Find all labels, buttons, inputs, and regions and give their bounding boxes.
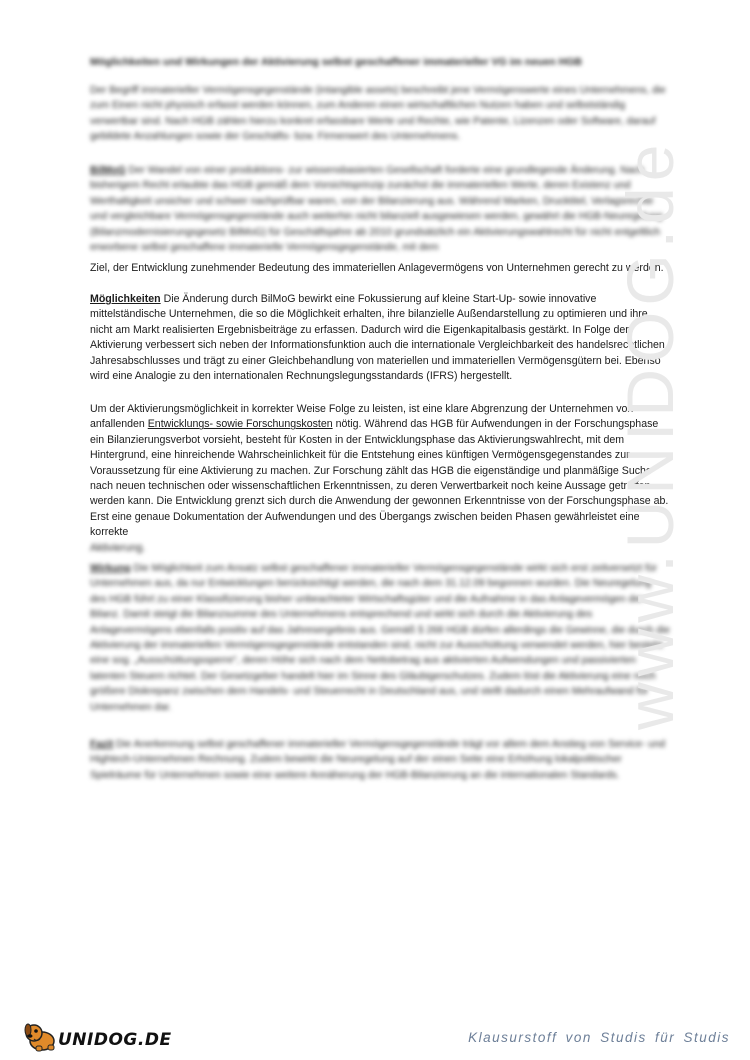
wirkung-heading: Wirkung [90,563,131,574]
moeglichkeiten-text: Die Änderung durch BilMoG bewirkt eine Fokussierung auf kleine Start-Up- sowie innovative mittelständische Unternehmen, die so die Möglichkeit erhalten, ihre bilanzielle Außendarstellung zu optimieren und ihre nicht am Markt realisierten Ergebnisbeiträge zu erfassen. Dadurch wird die Eigenkapitalbasis gestärkt. In Folge der Aktivierung verbessert sich neben der Informationsfunktion auch die internationale Vergleichbarkeit des handelsrechtlichen Jahresabschlusses und trägt zu einer Gleichbehandlung von materiellen und immateriellen Vermögensgütern bei. Ebenso wird eine Analogie zu den internationalen Rechnungslegungsstandards (IFRS) hergestellt. [90,293,665,383]
abgrenzung-text-1: Um der Aktivierungsmöglichkeit in korrekter Weise Folge zu leisten, ist eine klare Abgrenzung der Unternehmen von anfallenden [90,403,634,431]
bilmog-paragraph [90,163,670,255]
moeglichkeiten-paragraph [90,292,670,384]
abgrenzung-last-line: Aktivierung. [90,541,146,554]
wirkung-text: Die Möglichkeit zum Ansatz selbst geschaffener immaterieller Vermögensgegenstände wirkt sich erst zeitversetzt für Unternehmen aus, da nur Entwicklungen berücksichtigt werden, die nach dem 31.12.09 begonnen wurden. Die Neuregelung des HGB führt zu einer Klassifizierung bisher unbeachteter Wirtschaftsgüter und die Aufnahme in das Anlagevermögen der Bilanz. Damit steigt die Bilanzsumme des Unternehmens entsprechend und wirkt sich durch die Aktivierung des Anlagevermögens ebenfalls positiv auf das Jahresergebnis aus. Gemäß § 268 HGB dürfen allerdings die Gewinne, die durch die Aktivierung der immateriellen Vermögensgegenstände entstanden sind, nicht zur Ausschüttung verwendet werden, hier besteht eine sog. „Ausschüttungssperre“, deren Höhe sich nach dem Nettobetrag aus aktivierten Aufwendungen und passivierten latenten Steuern richtet. Der Gesetzgeber handelt hier im Sinne des Gläubigerschutzes. Zudem löst die Aktivierung eine noch größere Diskrepanz zwischen dem Handels- und Steuerrecht in Deutschland aus, und stellt dadurch einen Mehraufwand für Unternehmen dar. [90,563,670,713]
wirkung-paragraph [90,561,670,715]
fazit-heading: Fazit [90,739,114,750]
watermark: www.UNIDOG.de [613,138,687,730]
footer-tagline: Klausurstoff von Studis für Studis [468,1030,730,1045]
moeglichkeiten-heading: Möglichkeiten [90,293,161,305]
abgrenzung-paragraph [90,402,670,556]
unidog-logo[interactable] [22,1020,172,1054]
fazit-paragraph [90,737,670,783]
logo-text: UNIDOG.DE [58,1030,172,1050]
bilmog-text: Der Wandel von einer produktions- zur wissensbasierten Gesellschaft forderte eine grundlegende Änderung. Nach bisherigem Recht erlaubte das HGB gemäß dem Vorsichtsprinzip zunächst die immateriellen Werte, deren Existenz und Werthaltigkeit unsicher und schwer nachprüfbar waren, von der Bilanzierung aus. Während Marken, Drucktitel, Verlagsrechte und vergleichbare Vermögensgegenstände auch weiterhin nicht bilanziell ausgewiesen werden, gewährt die HGB-Neuregelung (Bilanzmodernisierungsgesetz BilMoG) für Geschäftsjahre ab 2010 grundsätzlich ein Aktivierungswahlrecht für nicht entgeltlich erworbene selbst geschaffene immaterielle Vermögensgegenstände, mit dem [90,165,663,254]
document-title: Möglichkeiten und Wirkungen der Aktivierung selbst geschaffener immaterieller VG im neuen HGB [90,56,582,68]
bilmog-heading: BilMoG [90,165,126,176]
dog-mascot-icon [22,1021,60,1053]
intro-paragraph: Der Begriff immaterieller Vermögensgegenstände (intangible assets) beschreibt jene Vermögenswerte eines Unternehmens, die zum Einen nicht physisch erfasst werden können, zum Anderen einen wirtschaftlichen Nutzen haben und selbstständig verwertbar sind. Nach HGB zählen hierzu konkret erfassbare Werte und Rechte, wie Patente, Lizenzen oder Software, darauf gebildete Anzahlungen sowie der Geschäfts- bzw. Firmenwert des Unternehmens. [90,85,666,143]
abgrenzung-text-2: nötig. Während das HGB für Aufwendungen in der Forschungsphase ein Bilanzierungsverbot vorsieht, besteht für Kosten in der Entwicklungsphase das Aktivierungswahlrecht, mit dem Hintergrund, eine hinreichende Wahrscheinlichkeit für die Entstehung eines künftigen Vermögensgegenstandes zur Voraussetzung für eine Aktivierung zu machen. Zur Forschung zählt das HGB die eigenständige und planmäßige Suche nach neuen technischen oder wissenschaftlichen Erkenntnissen, zu deren Verwertbarkeit noch keine Aussage getroffen werden kann. Die Entwicklung grenzt sich durch die Anwendung der gewonnen Erkenntnisse von der Forschungsphase ab. Erst eine genaue Dokumentation der Aufwendungen und des Übergangs zwischen beiden Phasen gewährleistet eine korrekte [90,418,669,539]
fazit-text: Die Anerkennung selbst geschaffener immaterieller Vermögensgegenstände trägt vor allem dem Anstieg von Service- und Hightech-Unternehmen Rechnung. Zudem bewirkt die Neuregelung auf der einen Seite eine Erhöhung lokalpolitischer Spielräume für Unternehmen sowie eine weitere Annäherung der HGB-Bilanzierung an die internationalen Standards. [90,739,666,781]
research-costs-link[interactable]: Entwicklungs- sowie Forschungskosten [147,418,333,431]
bilmog-last-line: Ziel, der Entwicklung zunehmender Bedeutung des immateriellen Anlagevermögens von Unternehmen gerecht zu werden. [90,262,664,274]
